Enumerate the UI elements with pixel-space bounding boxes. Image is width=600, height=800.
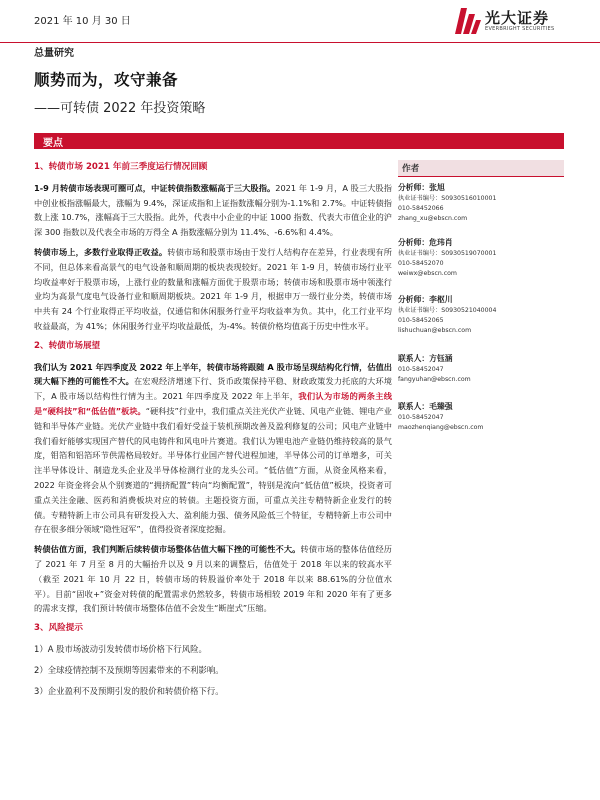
report-subtitle: ——可转债 2022 年投资策略 (34, 101, 206, 116)
contact-email[interactable]: maozhenqiang@ebscn.com (398, 424, 484, 431)
analyst-email[interactable]: weiwx@ebscn.com (398, 270, 457, 277)
analyst-card (398, 182, 564, 224)
analyst-cert: 执业证书编号：S0930516010001 (398, 195, 497, 202)
logo-name: 光大证券 (485, 9, 550, 27)
contact-card (398, 353, 564, 385)
paragraph: 转债估值方面，我们判断后续转债市场整体估值大幅下挫的可能性不大。转债市场的整体估值经历了 2021 年 7 月至 8 月的大幅抬升以及 9 月以来的调整后，估值处于 2018 年以来的较高水平（截至 2021 年 10 月 22 日，转债市场的转股溢价率处于 2018 年以来 88.61%的分位值水平）。目前“固收+”资金对转债的配置需求仍然较多，转债市场相较 2019 年和 2020 年有了更多的需求支撑，我们预计转债市场整体估值不会发生“断崖式”压缩。 (34, 544, 392, 614)
summary-header (34, 133, 564, 149)
report-date: 2021 年 10 月 30 日 (34, 16, 131, 27)
analyst-phone: 010-58452065 (398, 317, 444, 324)
summary-label: 要点 (43, 138, 63, 149)
analyst-card (398, 237, 564, 279)
contact-name: 联系人：方钰涵 (398, 354, 453, 363)
risk-item: 3）企业盈利不及预期引发的股价和转债价格下行。 (34, 685, 224, 696)
analyst-cert: 执业证书编号：S0930519070001 (398, 250, 497, 257)
risk-item: 2）全球疫情控制不及预期等因素带来的不利影响。 (34, 664, 224, 675)
report-category: 总量研究 (34, 48, 74, 59)
section-heading: 2、转债市场展望 (34, 340, 101, 351)
analyst-cert: 执业证书编号：S0930521040004 (398, 307, 497, 314)
analyst-name: 分析师：张旭 (398, 183, 445, 192)
contact-phone: 010-58452047 (398, 366, 444, 373)
author-sidebar (398, 160, 564, 431)
analyst-name: 分析师：危玮肖 (398, 238, 453, 247)
logo-english: EVERBRIGHT SECURITIES (485, 26, 555, 32)
brand-logo (455, 6, 595, 38)
analyst-name: 分析师：李枢川 (398, 295, 453, 304)
contact-name: 联系人：毛臻强 (398, 402, 453, 411)
section-heading: 1、转债市场 2021 年前三季度运行情况回顾 (34, 162, 208, 172)
header-divider (0, 42, 600, 43)
paragraph: 1-9 月转债市场表现可圈可点，中证转债指数涨幅高于三大股指。2021 年 1-9 月，A 股三大股指中创业板指涨幅最大，涨幅为 9.4%，深证成指和上证指数涨幅分别为-1.1%和 2.7%。中证转债指数上涨 10.7%，涨幅高于三大股指。此外，代表中小企业的中证 1000 指数、代表大市值企业的沪深 300 指数以及代表全市场的万得全 A 指数涨幅分别为 11.4%、-6.6%和 4.4%。 (34, 182, 392, 238)
analyst-phone: 010-58452070 (398, 260, 444, 267)
analyst-card (398, 294, 564, 336)
everbright-logo-icon (455, 8, 481, 34)
report-title: 顺势而为，攻守兼备 (34, 71, 179, 89)
risk-item: 1）A 股市场波动引发转债市场价格下行风险。 (34, 643, 207, 654)
section-heading: 3、风险提示 (34, 623, 83, 634)
sidebar-header (398, 160, 564, 177)
contact-phone: 010-58452047 (398, 414, 444, 421)
analyst-phone: 010-58452066 (398, 205, 444, 212)
contact-card (398, 401, 564, 433)
main-content (34, 160, 392, 704)
contact-email[interactable]: fangyuhan@ebscn.com (398, 376, 471, 383)
sidebar-title: 作者 (402, 164, 420, 174)
analyst-email[interactable]: zhang_xu@ebscn.com (398, 215, 468, 222)
analyst-email[interactable]: lishuchuan@ebscn.com (398, 327, 472, 334)
paragraph: 我们认为 2021 年四季度及 2022 年上半年，转债市场将跟随 A 股市场呈现结构化行情，估值出现大幅下挫的可能性不大。在宏观经济增速下行、货币政策保持平稳、财政政策发力托底的大环境下，A 股市场以结构性行情为主。2021 年四季度及 2022 年上半年，我们认为市场的两条主线是“硬科技”和“低估值”板块。“硬科技”行业中，我们重点关注光伏产业链、风电产业链、锂电产业链和半导体产业链。光伏产业链中我们看好受益于装机预期改善及盈利修复的公司；风电产业链中我们看好能够实现国产替代的风电铸件和风电叶片赛道。我们认为锂电池产业链仍维持较高的景气度，钼箔和铝箔环节供需格局较好。半导体行业国产替代进程加速，半导体公司的订单增多，可关注半导体设计、制造龙头企业及半导体检测行业的龙头公司。“低估值”方面，从资金风格来看，2022 年资金将会从个别赛道的“拥挤配置”转向“均衡配置”，特别是流向“低估值”板块，投资者可重点关注金融、医药和消费板块对应的转债。主题投资方面，可重点关注专精特新企业发行的转债。专精特新上市公司具有研发投入大、盈利能力强、债务风险低三个特征，专精特新上市公司中存在很多细分领域“隐性冠军”，值得投资者深度挖掘。 (34, 361, 392, 535)
paragraph: 转债市场上，多数行业取得正收益。转债市场和股票市场由于发行人结构存在差异，行业表现有所不同，但总体来看高景气的电气设备和顺周期的板块表现较好。2021 年 1-9 月，转债市场行业平均收益率好于股票市场，上涨行业的数量和涨幅方面优于股票市场；转债市场和股票市场中领涨行业均为高景气度电气设备行业和顺周期板块。2021 年 1-9 月，根据申万一级行业分类，转债市场中共有 24 个行业取得正平均收益，仅通信和休闲服务行业平均收益率为负。其中，化工行业平均收益最高，为 41%；休闲服务行业平均收益最低，为-4%。转债价格均值高于历史中性水平。 (34, 246, 392, 331)
